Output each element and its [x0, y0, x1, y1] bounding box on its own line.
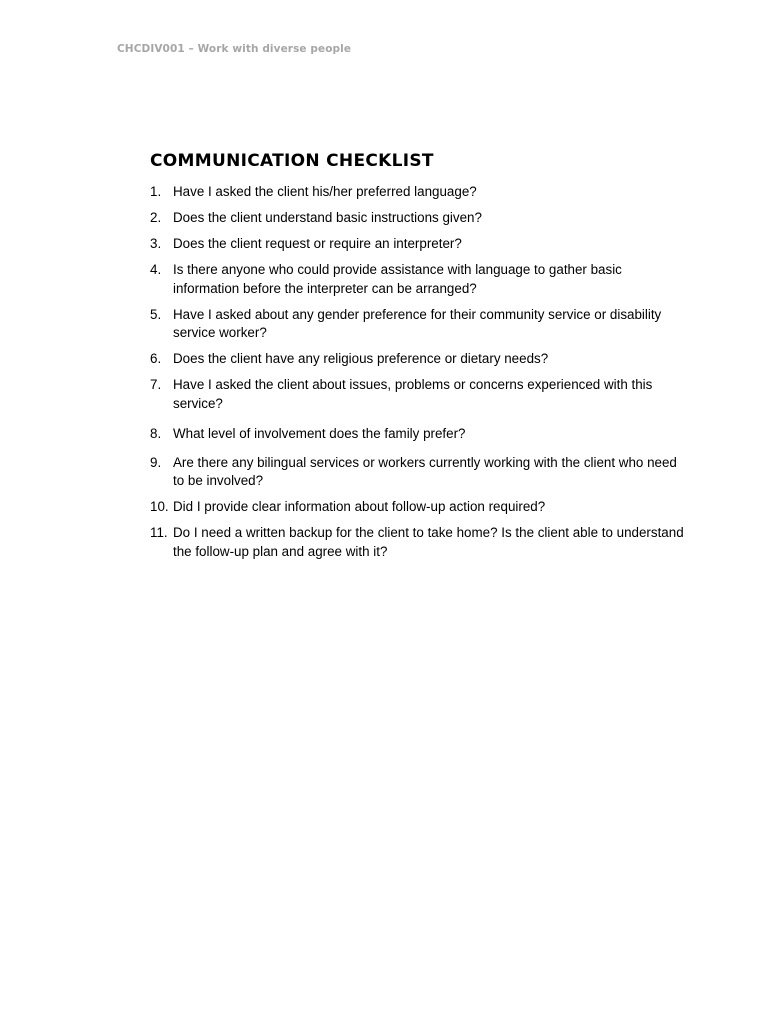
item-number: 11.	[150, 525, 168, 540]
list-item	[150, 454, 690, 491]
list-item	[150, 261, 690, 298]
checklist	[150, 183, 690, 561]
item-text: Does the client have any religious preference or dietary needs?	[173, 351, 549, 366]
checklist-section	[150, 150, 690, 569]
item-number: 8.	[150, 426, 162, 441]
item-text: Does the client understand basic instructions given?	[173, 210, 482, 225]
item-text: What level of involvement does the family prefer?	[173, 426, 466, 441]
item-number: 10.	[150, 499, 169, 514]
item-text: Have I asked the client his/her preferred language?	[173, 184, 477, 199]
item-number: 9.	[150, 454, 162, 470]
list-item	[150, 498, 690, 517]
item-text: Do I need a written backup for the client to take home? Is the client able to understand the follow-up plan and agree with it?	[173, 525, 684, 559]
item-number: 7.	[150, 377, 162, 392]
item-text: Did I provide clear information about follow-up action required?	[173, 499, 546, 514]
item-number: 1.	[150, 184, 162, 199]
item-number: 2.	[150, 210, 162, 225]
item-number: 6.	[150, 351, 162, 366]
item-text: Are there any bilingual services or workers currently working with the client who need to be involved?	[173, 454, 677, 488]
list-item	[150, 209, 690, 228]
item-number: 3.	[150, 236, 162, 251]
item-text: Does the client request or require an interpreter?	[173, 236, 462, 251]
item-text: Have I asked about any gender preference for their community service or disability service worker?	[173, 306, 662, 340]
list-item	[150, 524, 690, 561]
item-text: Is there anyone who could provide assistance with language to gather basic information before the interpreter can be arranged?	[173, 262, 622, 296]
item-number: 5.	[150, 306, 162, 322]
list-item	[150, 306, 690, 343]
running-header: CHCDIV001 – Work with diverse people	[117, 43, 352, 55]
page-title: COMMUNICATION CHECKLIST	[150, 151, 434, 171]
list-item	[150, 183, 690, 202]
list-item	[150, 235, 690, 254]
list-item	[150, 425, 690, 444]
item-number: 4.	[150, 262, 162, 277]
list-item	[150, 350, 690, 369]
list-item	[150, 376, 690, 413]
item-text: Have I asked the client about issues, problems or concerns experienced with this service?	[173, 377, 653, 411]
